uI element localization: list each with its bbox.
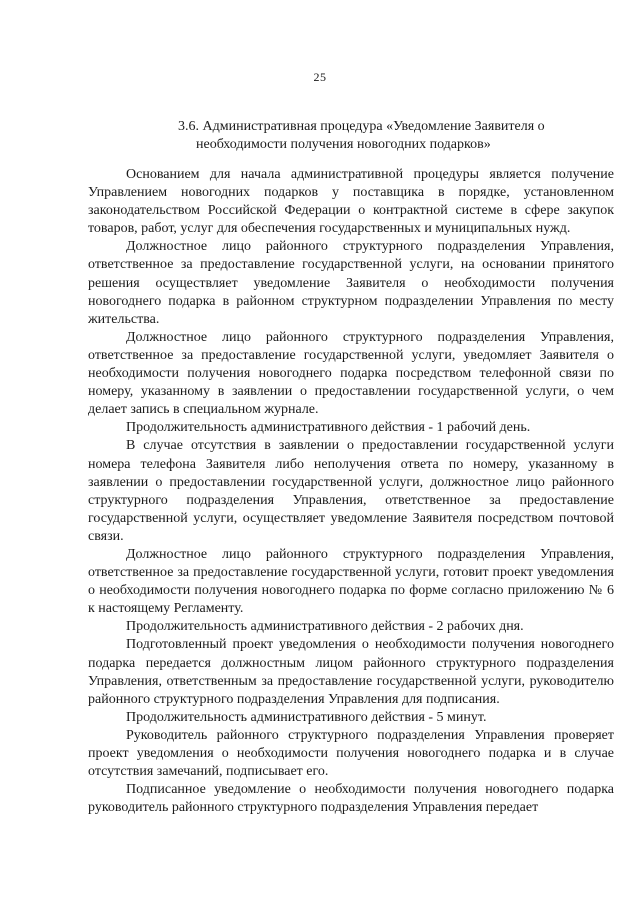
page-number: 25 bbox=[313, 70, 327, 84]
document-body bbox=[88, 166, 614, 817]
section-heading-line-2: необходимости получения новогодних подарков» bbox=[196, 137, 491, 152]
paragraph: Продолжительность административного действия - 5 минут. bbox=[126, 709, 487, 725]
paragraph: Подготовленный проект уведомления о необходимости получения новогоднего подарка передается должностным лицом районного структурного подразделения Управления, ответственным за предоставление государственной услуги, руководителю районного структурного подразделения Управления для подписания. bbox=[88, 637, 614, 707]
paragraph: Продолжительность административного действия - 2 рабочих дня. bbox=[126, 619, 524, 635]
section-heading bbox=[178, 118, 588, 154]
paragraph: Должностное лицо районного структурного подразделения Управления, ответственное за предоставление государственной услуги, на основании принятого решения осуществляет уведомление Заявителя о необходимости получения новогоднего подарка в районном структурном подразделении Управления по месту жительства. bbox=[88, 239, 614, 327]
paragraph: Должностное лицо районного структурного подразделения Управления, ответственное за предоставление государственной услуги, уведомляет Заявителя о необходимости получения новогоднего подарка посредством телефонной связи по номеру, указанному в заявлении о предоставлении государственной услуги, о чем делает запись в специальном журнале. bbox=[88, 329, 614, 418]
paragraph: Подписанное уведомление о необходимости получения новогоднего подарка руководитель районного структурного подразделения Управления передает bbox=[88, 782, 614, 816]
paragraph: Руководитель районного структурного подразделения Управления проверяет проект уведомления о необходимости получения новогоднего подарка и в случае отсутствия замечаний, подписывает его. bbox=[88, 727, 614, 780]
paragraph: Продолжительность административного действия - 1 рабочий день. bbox=[126, 420, 531, 436]
section-heading-line-1: 3.6. Административная процедура «Уведомление Заявителя о bbox=[178, 119, 545, 134]
paragraph: Должностное лицо районного структурного подразделения Управления, ответственное за предоставление государственной услуги, готовит проект уведомления о необходимости получения новогоднего подарка по форме согласно приложению № 6 к настоящему Регламенту. bbox=[88, 546, 614, 617]
paragraph: В случае отсутствия в заявлении о предоставлении государственной услуги номера телефона Заявителя либо неполучения ответа по номеру, указанному в заявлении о предоставлении государственной услуги, должностное лицо районного структурного подразделения Управления, ответственное за предоставление государственной услуги, осуществляет уведомление Заявителя посредством почтовой связи. bbox=[88, 438, 614, 544]
paragraph: Основанием для начала административной процедуры является получение Управлением новогодних подарков у поставщика в порядке, установленном законодательством Российской Федерации о контрактной системе в сфере закупок товаров, работ, услуг для обеспечения государственных и муниципальных нужд. bbox=[88, 167, 614, 237]
